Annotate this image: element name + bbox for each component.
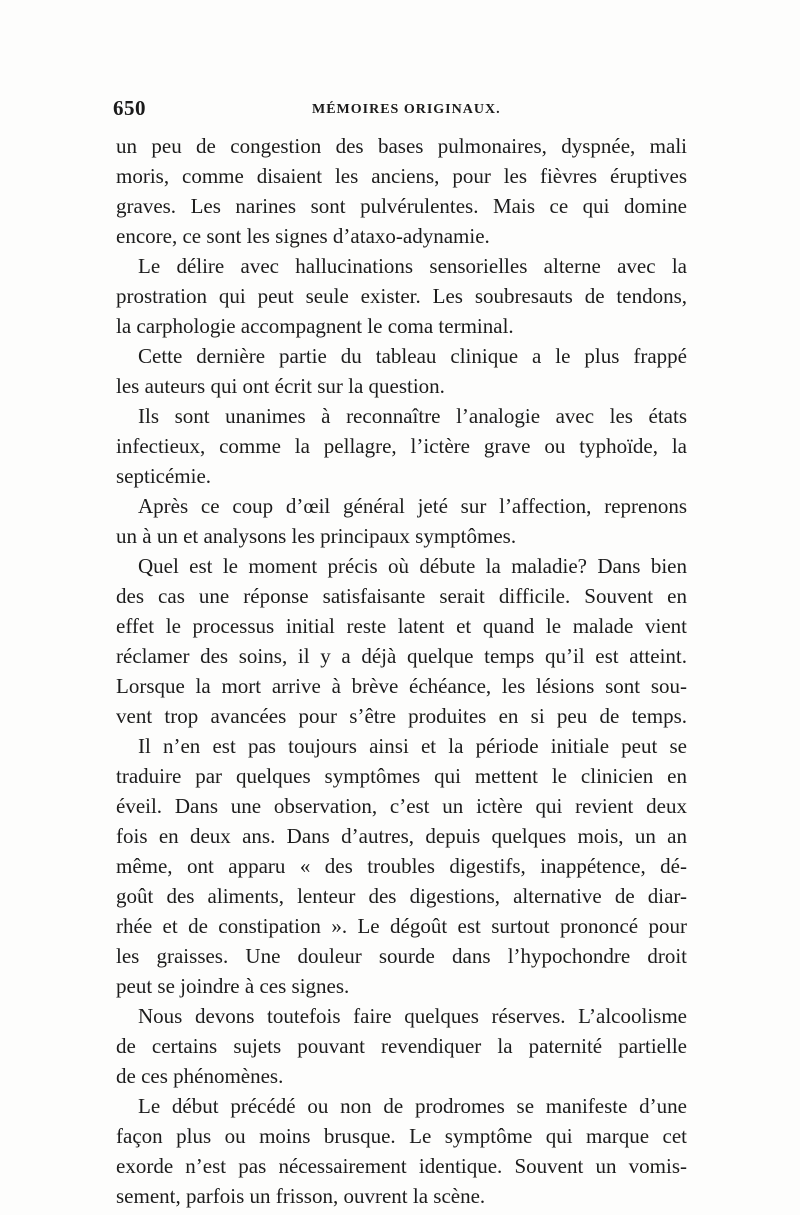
text-line: peut se joindre à ces signes. (116, 974, 350, 998)
text-line: encore, ce sont les signes d’ataxo-adynamie. (116, 224, 490, 248)
text-line: prostration qui peut seule exister. Les soubresauts de tendons, (116, 284, 687, 308)
text-line: Nous devons toutefois faire quelques réserves. L’alcoolisme (138, 1004, 687, 1028)
text-line: septicémie. (116, 464, 212, 488)
text-line: effet le processus initial reste latent et quand le malade vient (116, 614, 687, 638)
text-line: façon plus ou moins brusque. Le symptôme qui marque cet (116, 1124, 687, 1148)
text-line: un peu de congestion des bases pulmonaires, dyspnée, mali (116, 134, 687, 158)
text-line: de certains sujets pouvant revendiquer la paternité partielle (116, 1034, 687, 1058)
text-line: éveil. Dans une observation, c’est un ictère qui revient deux (116, 794, 687, 818)
page-header (110, 96, 700, 126)
text-line: Le délire avec hallucinations sensorielles alterne avec la (138, 254, 687, 278)
text-line: les auteurs qui ont écrit sur la question. (116, 374, 445, 398)
text-line: même, ont apparu « des troubles digestifs, inappétence, dé- (116, 854, 687, 878)
text-line: les graisses. Une douleur sourde dans l’hypochondre droit (116, 944, 687, 968)
text-line: un à un et analysons les principaux symptômes. (116, 524, 517, 548)
text-line: vent trop avancées pour s’être produites en si peu de temps. (116, 704, 687, 728)
text-line: traduire par quelques symptômes qui mettent le clinicien en (116, 764, 687, 788)
text-line: Lorsque la mort arrive à brève échéance, les lésions sont sou- (116, 674, 687, 698)
text-line: rhée et de constipation ». Le dégoût est surtout prononcé pour (116, 914, 687, 938)
text-line: des cas une réponse satisfaisante serait difficile. Souvent en (116, 584, 687, 608)
text-line: la carphologie accompagnent le coma terminal. (116, 314, 514, 338)
running-head: MÉMOIRES ORIGINAUX. (312, 102, 501, 117)
text-line: goût des aliments, lenteur des digestions, alternative de diar- (116, 884, 687, 908)
text-line: infectieux, comme la pellagre, l’ictère grave ou typhoïde, la (116, 434, 687, 458)
text-line: Ils sont unanimes à reconnaître l’analogie avec les états (138, 404, 687, 428)
text-line: Après ce coup d’œil général jeté sur l’affection, reprenons (138, 494, 687, 518)
text-line: Le début précédé ou non de prodromes se manifeste d’une (138, 1094, 687, 1118)
text-line: de ces phénomènes. (116, 1064, 284, 1088)
text-line: Il n’en est pas toujours ainsi et la période initiale peut se (138, 734, 687, 758)
text-line: moris, comme disaient les anciens, pour les fièvres éruptives (116, 164, 687, 188)
text-line: graves. Les narines sont pulvérulentes. Mais ce qui domine (116, 194, 687, 218)
text-line: Quel est le moment précis où débute la maladie? Dans bien (138, 554, 687, 578)
page-number: 650 (113, 96, 146, 120)
text-line: réclamer des soins, il y a déjà quelque temps qu’il est atteint. (116, 644, 687, 668)
text-line: sement, parfois un frisson, ouvrent la scène. (116, 1184, 486, 1208)
body-text (116, 131, 687, 1211)
text-line: fois en deux ans. Dans d’autres, depuis quelques mois, un an (116, 824, 687, 848)
text-line: Cette dernière partie du tableau clinique a le plus frappé (138, 344, 687, 368)
text-line: exorde n’est pas nécessairement identique. Souvent un vomis- (116, 1154, 687, 1178)
